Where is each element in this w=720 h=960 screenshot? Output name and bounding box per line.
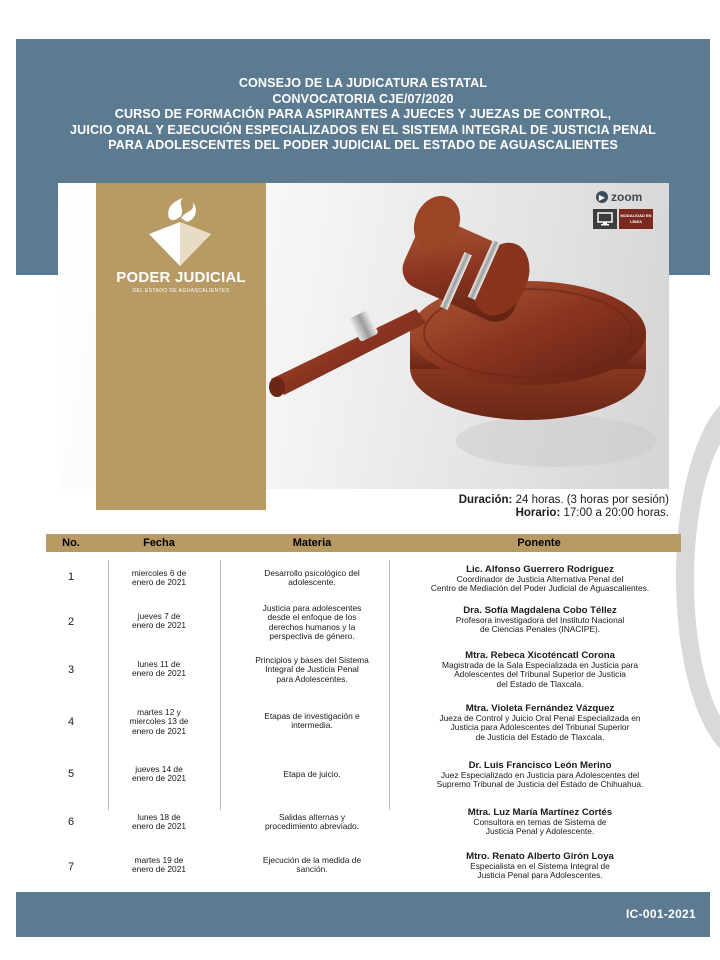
duration-line xyxy=(459,494,669,507)
speaker-name: Mtra. Violeta Fernández Vázquez xyxy=(465,703,615,714)
date-line: lunes 18 de xyxy=(137,812,181,822)
brand-name: PODER JUDICIAL xyxy=(116,269,246,286)
row-number: 4 xyxy=(67,716,75,728)
row-speaker xyxy=(419,564,661,594)
date-line: enero de 2021 xyxy=(131,620,187,631)
topic-line: procedimiento abreviado. xyxy=(264,821,360,832)
speaker-name: Lic. Alfonso Guerrero Rodríguez xyxy=(466,564,614,575)
header-line-3: CURSO DE FORMACIÓN PARA ASPIRANTES A JUECES Y JUEZAS DE CONTROL, xyxy=(114,107,612,122)
topic-line: Justicia para adolescentes xyxy=(262,603,362,613)
poder-judicial-logo xyxy=(147,196,213,270)
speaker-role-line: Consultora en temas de Sistema de xyxy=(473,817,607,827)
date-line: martes 19 de xyxy=(134,855,184,865)
speaker-name: Mtra. Rebeca Xicoténcatl Corona xyxy=(465,650,615,661)
speaker-name: Mtro. Renato Alberto Girón Loya xyxy=(466,851,614,862)
date-line: jueves 7 de xyxy=(137,611,181,621)
speaker-role-line: Supremo Tribunal de Justicia del Estado de Chihuahua. xyxy=(436,779,644,790)
topic-line: perspectiva de género. xyxy=(269,631,355,642)
date-line: enero de 2021 xyxy=(131,577,187,588)
column-divider xyxy=(220,560,221,810)
row-number: 1 xyxy=(67,571,75,583)
topic-line: Principios y bases del Sistema xyxy=(255,655,369,665)
speaker-name: Mtra. Luz María Martínez Cortés xyxy=(467,807,613,818)
modality-label: MODALIDAD EN LÍNEA xyxy=(619,209,653,229)
speaker-name: Dr. Luis Francisco León Merino xyxy=(468,760,612,771)
row-date xyxy=(109,856,209,875)
topic-line: Etapa de juicio. xyxy=(283,769,341,779)
date-line: lunes 11 de xyxy=(137,659,181,669)
course-info xyxy=(459,494,669,520)
topic-line: para Adolescentes. xyxy=(276,673,348,684)
row-number: 3 xyxy=(67,664,75,676)
row-speaker xyxy=(419,807,661,837)
document-code: IC-001-2021 xyxy=(625,907,696,921)
topic-line: Integral de Justicia Penal xyxy=(265,664,359,675)
row-date xyxy=(109,569,209,588)
zoom-badge xyxy=(596,190,642,204)
topic-line: Ejecución de la medida de xyxy=(262,855,362,865)
row-speaker xyxy=(419,605,661,635)
row-topic xyxy=(241,770,383,779)
topic-line: Salidas alternas y xyxy=(278,812,346,822)
row-topic xyxy=(241,656,383,684)
row-number: 6 xyxy=(67,816,75,828)
schedule-value: 17:00 a 20:00 horas. xyxy=(560,507,669,519)
schedule-label: Horario: xyxy=(515,507,561,519)
schedule-line xyxy=(459,507,669,520)
header-date: Fecha xyxy=(143,537,175,549)
header-line-5: PARA ADOLESCENTES DEL PODER JUDICIAL DEL ESTADO DE AGUASCALIENTES xyxy=(108,138,618,153)
duration-label: Duración: xyxy=(458,494,513,506)
row-date xyxy=(109,765,209,784)
row-date xyxy=(109,813,209,832)
header-line-1: CONSEJO DE LA JUDICATURA ESTATAL xyxy=(238,76,488,90)
row-date xyxy=(109,708,209,736)
header-title xyxy=(16,76,710,154)
row-speaker xyxy=(419,703,661,742)
speaker-role-line: Justicia Penal y Adolescente. xyxy=(485,826,595,837)
speaker-role-line: Centro de Mediación del Poder Judicial de Aguascalientes. xyxy=(430,583,650,594)
speaker-role-line: Adolescentes del Tribunal Superior de Justicia xyxy=(454,669,626,680)
date-line: enero de 2021 xyxy=(131,821,187,832)
topic-line: intermedia. xyxy=(291,720,333,731)
speaker-role-line: Justicia Penal para Adolescentes. xyxy=(477,870,603,881)
row-speaker xyxy=(419,851,661,881)
date-line: miercoles 13 de xyxy=(129,716,189,727)
date-line: jueves 14 de xyxy=(135,764,183,774)
speaker-role-line: Profesora investigadora del Instituto Nacional xyxy=(455,615,625,625)
row-number: 5 xyxy=(67,768,75,780)
header-line-4: JUICIO ORAL Y EJECUCIÓN ESPECIALIZADOS EN EL SISTEMA INTEGRAL DE JUSTICIA PENAL xyxy=(70,122,656,137)
row-topic xyxy=(241,813,383,832)
footer-band xyxy=(16,892,710,937)
topic-line: Desarrollo psicológico del xyxy=(264,568,360,578)
row-speaker xyxy=(419,760,661,790)
topic-line: adolescente. xyxy=(288,577,336,588)
topic-line: desde el enfoque de los xyxy=(267,612,357,623)
row-date xyxy=(109,660,209,679)
row-topic xyxy=(241,604,383,642)
speaker-role-line: Justicia para Adolescentes del Tribunal Superior xyxy=(450,722,630,733)
row-topic xyxy=(241,712,383,731)
speaker-role-line: Jueza de Control y Juicio Oral Penal Especializada en xyxy=(439,713,641,723)
row-speaker xyxy=(419,650,661,689)
speaker-name: Dra. Sofía Magdalena Cobo Téllez xyxy=(463,605,617,616)
video-camera-icon: ▶ xyxy=(596,191,608,203)
speaker-role-line: de Ciencias Penales (INACIPE). xyxy=(479,624,601,635)
date-line: enero de 2021 xyxy=(131,668,187,679)
column-divider xyxy=(389,560,390,810)
topic-line: derechos humanos y la xyxy=(268,621,356,632)
speaker-role-line: Especialista en el Sistema Integral de xyxy=(470,861,610,871)
speaker-role-line: Coordinador de Justicia Alternativa Penal del xyxy=(456,574,624,584)
row-number: 2 xyxy=(67,616,75,628)
row-topic xyxy=(241,856,383,875)
table-header xyxy=(46,534,681,552)
header-line-2: CONVOCATORIA CJE/07/2020 xyxy=(272,91,454,106)
duration-value: 24 horas. (3 horas por sesión) xyxy=(512,494,669,506)
zoom-label: zoom xyxy=(611,190,643,204)
topic-line: sanción. xyxy=(296,864,328,875)
speaker-role-line: de Justicia del Estado de Tlaxcala. xyxy=(475,731,605,742)
modality-badge xyxy=(593,209,653,229)
header-speaker: Ponente xyxy=(517,537,561,549)
date-line: enero de 2021 xyxy=(131,725,187,736)
header-no: No. xyxy=(62,537,80,549)
speaker-role-line: del Estado de Tlaxcala. xyxy=(496,678,584,689)
date-line: enero de 2021 xyxy=(131,864,187,875)
speaker-role-line: Juez Especializado en Justicia para Adolescentes del xyxy=(440,770,640,780)
date-line: martes 12 y xyxy=(137,707,181,717)
speaker-role-line: Magistrada de la Sala Especializada en Justicia para xyxy=(442,660,638,670)
row-topic xyxy=(241,569,383,588)
header-topic: Materia xyxy=(292,537,332,549)
monitor-icon xyxy=(593,209,617,229)
brand-subtitle: DEL ESTADO DE AGUASCALIENTES xyxy=(132,288,230,294)
date-line: miercoles 6 de xyxy=(131,568,187,578)
date-line: enero de 2021 xyxy=(131,773,187,784)
topic-line: Etapas de investigación e xyxy=(264,711,360,721)
row-number: 7 xyxy=(67,861,75,873)
row-date xyxy=(109,612,209,631)
brand-panel xyxy=(96,183,266,510)
